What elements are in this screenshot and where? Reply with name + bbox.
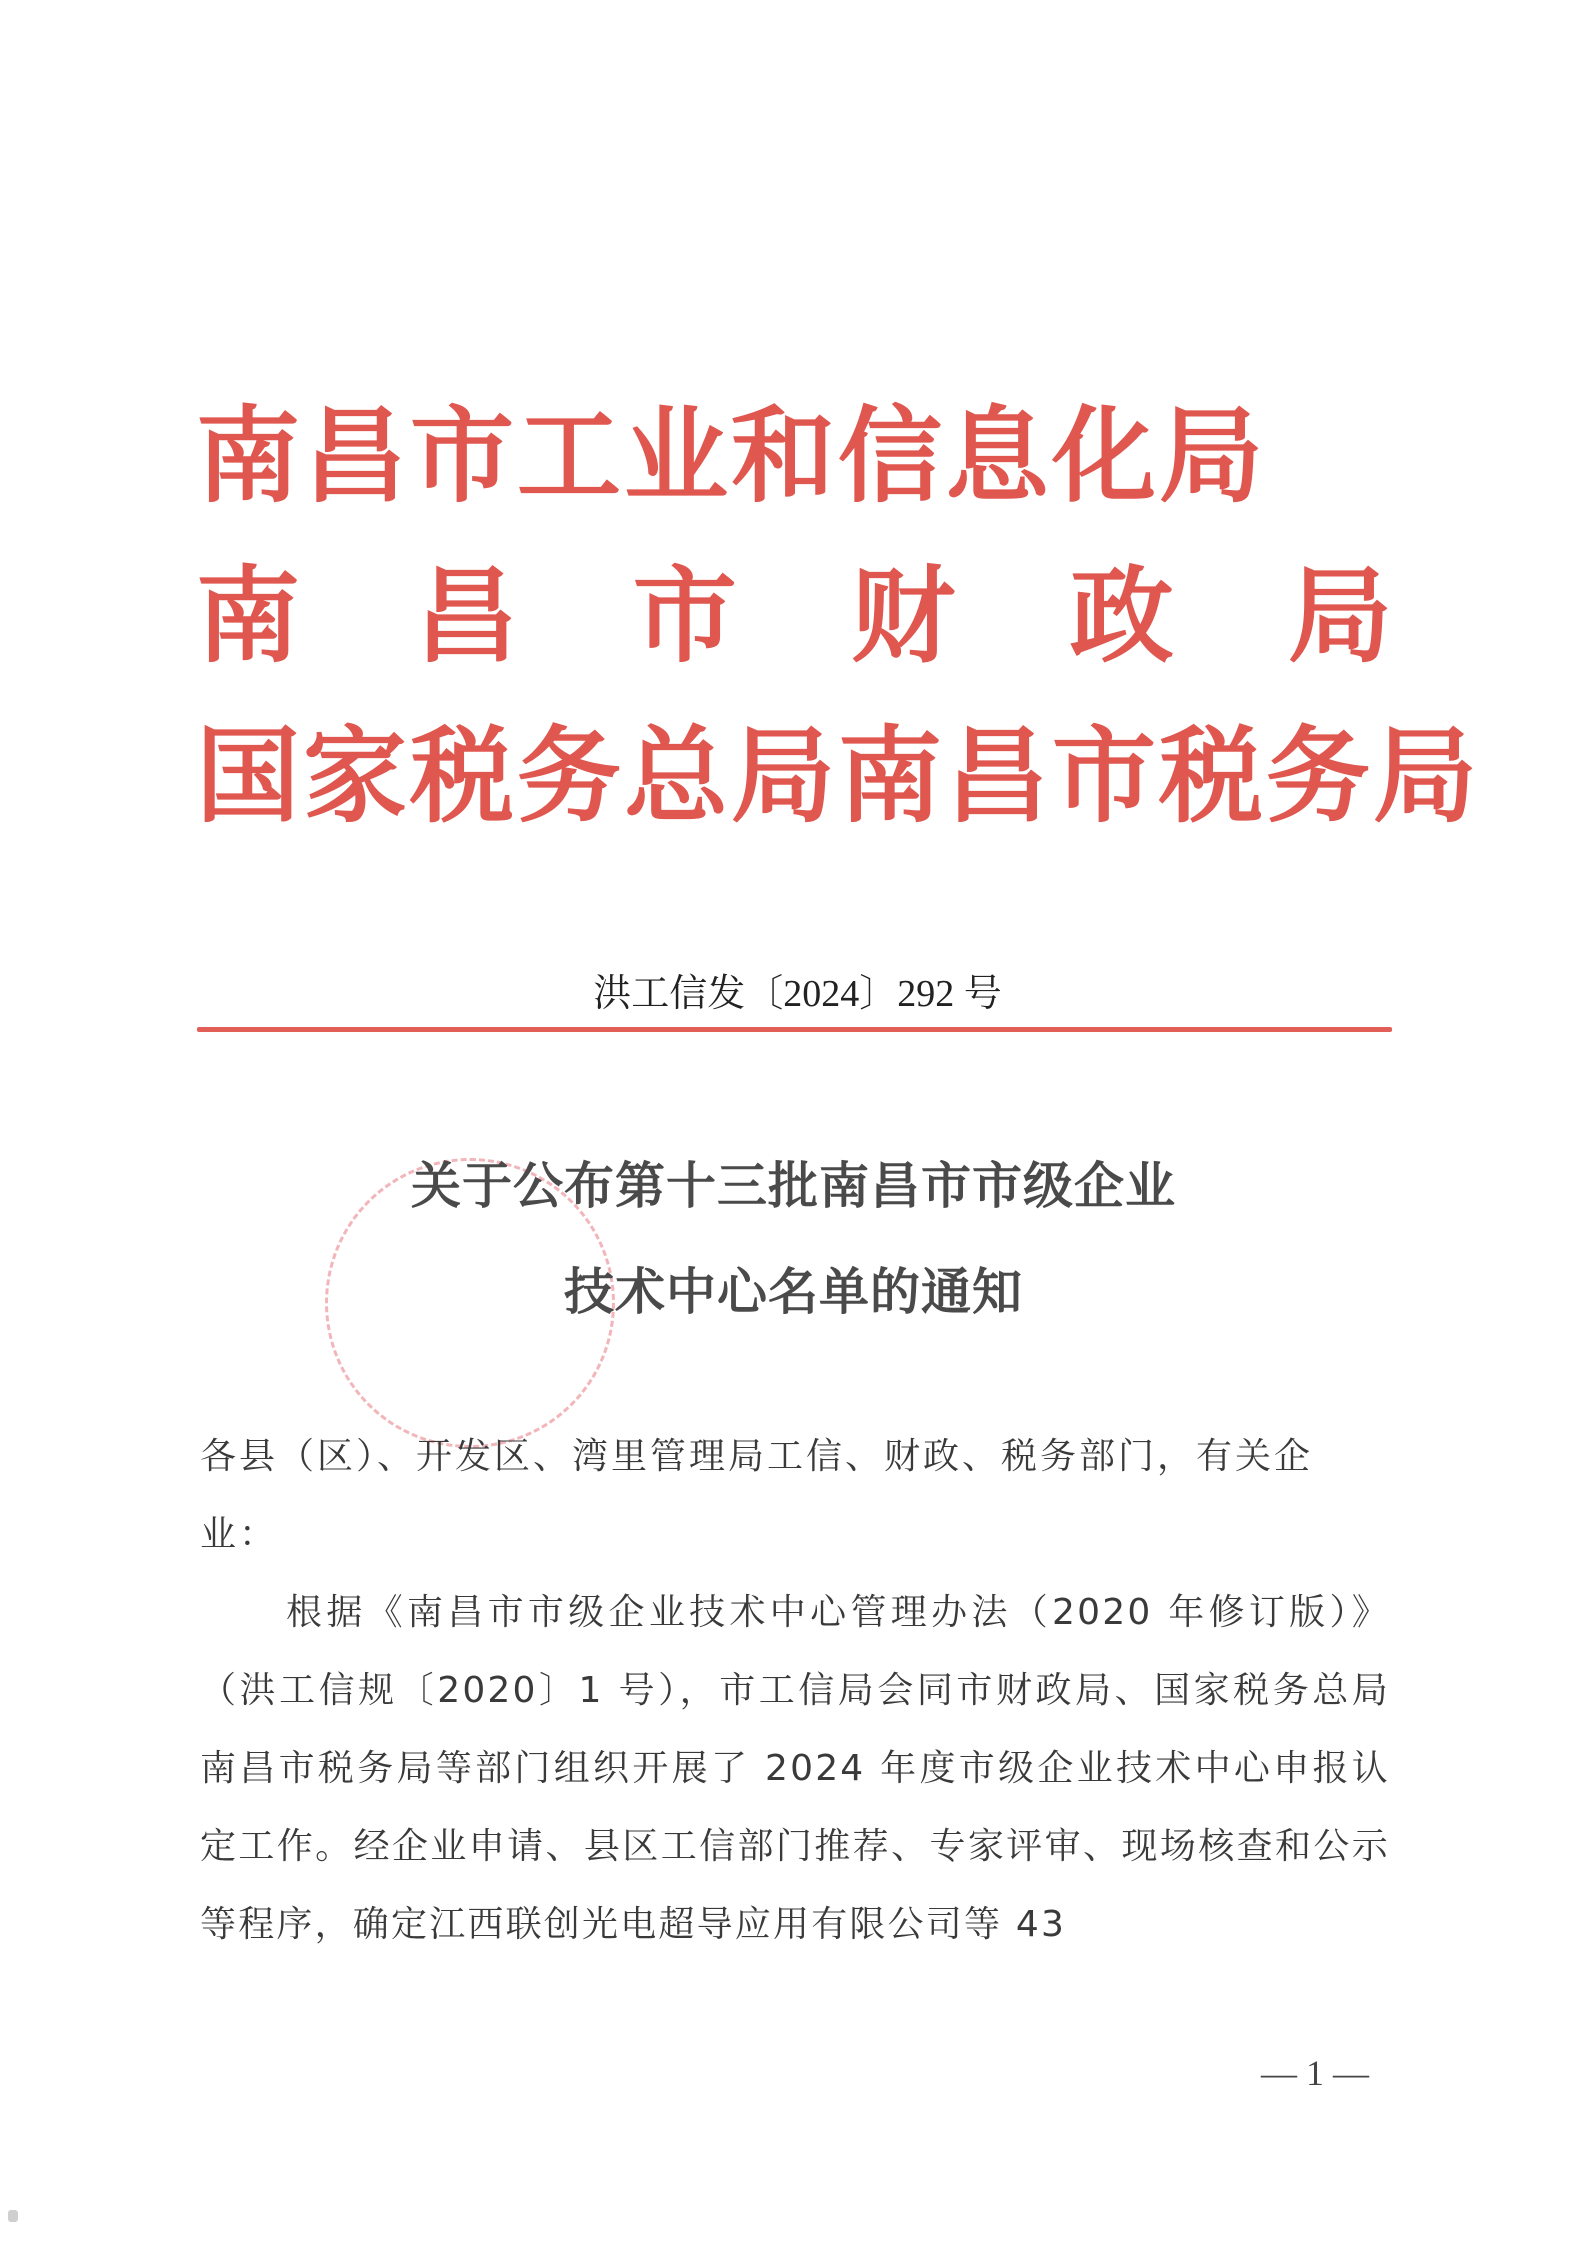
masthead-char: 南: [196, 554, 301, 677]
masthead-char: 财: [851, 554, 956, 677]
red-divider-rule: [197, 1027, 1392, 1032]
masthead-issuer-1: 南昌市工业和信息化局: [196, 394, 1267, 517]
masthead-issuer-3: 国家税务总局南昌市税务局: [196, 714, 1481, 837]
masthead-char: 政: [1069, 554, 1174, 677]
masthead-issuer-2: [196, 554, 1392, 677]
masthead-char: 局: [1287, 554, 1392, 677]
salutation: 各县（区）、开发区、湾里管理局工信、财政、税务部门，有关企业：: [200, 1436, 1314, 1555]
masthead-char: 昌: [414, 554, 519, 677]
document-number: 洪工信发〔2024〕292 号: [593, 973, 1002, 1015]
document-title-line-2: 技术中心名单的通知: [564, 1262, 1023, 1321]
document-title-line-1: 关于公布第十三批南昌市市级企业: [411, 1156, 1176, 1215]
body-paragraph: 根据《南昌市市级企业技术中心管理办法（2020 年修订版）》（洪工信规〔2020〕1 号），市工信局会同市财政局、国家税务总局南昌市税务局等部门组织开展了 2024 年度市级企业技术中心申报认定工作。经企业申请、县区工信部门推荐、专家评审、现场核查和公示等程序，确定江西联创光电超导应用有限公司等 43: [200, 1592, 1390, 1945]
masthead-char: 市: [632, 554, 737, 677]
page-number: — 1 —: [1261, 2053, 1369, 2093]
scan-artifact: [8, 2210, 18, 2222]
